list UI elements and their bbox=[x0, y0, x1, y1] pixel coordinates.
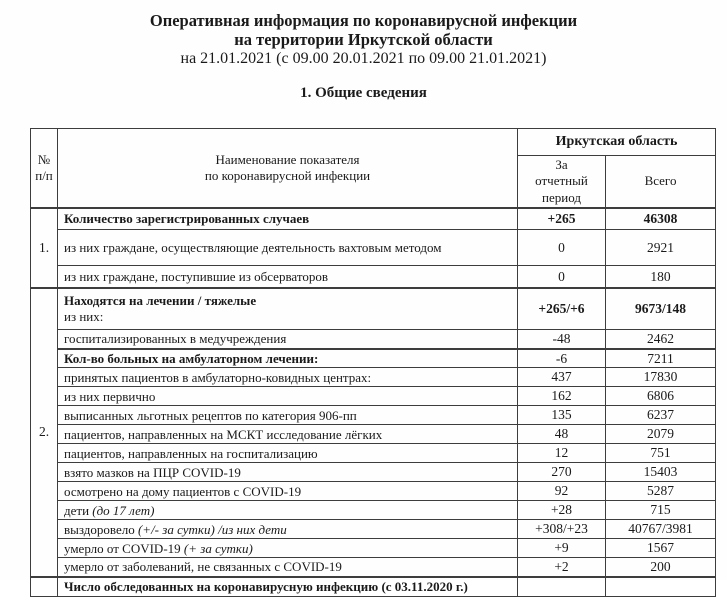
value-period: 162 bbox=[518, 387, 606, 406]
value-period: +265/+6 bbox=[518, 288, 606, 330]
value-period: 437 bbox=[518, 368, 606, 387]
header-row-group bbox=[31, 129, 716, 156]
row-label: из них граждане, поступившие из обсерваторов bbox=[58, 266, 518, 288]
table-row bbox=[31, 501, 716, 520]
column-header-period: За отчетный период bbox=[518, 156, 606, 208]
row-label: из них граждане, осуществляющие деятельность вахтовым методом bbox=[58, 230, 518, 266]
general-info-table bbox=[30, 128, 716, 597]
value-total: 40767/3981 bbox=[606, 520, 716, 539]
value-total: 2462 bbox=[606, 330, 716, 349]
table-row bbox=[31, 368, 716, 387]
table-row bbox=[31, 539, 716, 558]
table-row bbox=[31, 463, 716, 482]
row-label: умерло от заболеваний, не связанных с COVID-19 bbox=[58, 558, 518, 577]
section-number bbox=[31, 577, 58, 596]
row-label: взято мазков на ПЦР COVID-19 bbox=[58, 463, 518, 482]
value-total: 6806 bbox=[606, 387, 716, 406]
table-row bbox=[31, 208, 716, 230]
value-total: 715 bbox=[606, 501, 716, 520]
table-row bbox=[31, 520, 716, 539]
section-heading: 1. Общие сведения bbox=[300, 85, 427, 101]
value-total: 7211 bbox=[606, 349, 716, 368]
column-header-indicator: Наименование показателя по коронавирусной инфекции bbox=[58, 129, 518, 208]
table-row bbox=[31, 387, 716, 406]
value-total: 1567 bbox=[606, 539, 716, 558]
value-total: 751 bbox=[606, 444, 716, 463]
table-row bbox=[31, 558, 716, 577]
table-row-clipped bbox=[31, 577, 716, 596]
value-period: 48 bbox=[518, 425, 606, 444]
row-label-italic: (до 17 лет) bbox=[92, 502, 155, 518]
value-period: 0 bbox=[518, 266, 606, 288]
value-total: 15403 bbox=[606, 463, 716, 482]
value-period: 270 bbox=[518, 463, 606, 482]
value-period: -48 bbox=[518, 330, 606, 349]
section-number: 1. bbox=[31, 208, 58, 288]
row-label-main: выздоровело bbox=[64, 521, 138, 537]
value-total: 2921 bbox=[606, 230, 716, 266]
row-label: принятых пациентов в амбулаторно-ковидных центрах: bbox=[58, 368, 518, 387]
table-row bbox=[31, 406, 716, 425]
value-period: +2 bbox=[518, 558, 606, 577]
value-total: 6237 bbox=[606, 406, 716, 425]
row-label-main: Находятся на лечении / тяжелые bbox=[64, 293, 257, 309]
column-header-region: Иркутская область bbox=[518, 129, 716, 156]
value-period: +308/+23 bbox=[518, 520, 606, 539]
value-period: -6 bbox=[518, 349, 606, 368]
row-label: госпитализированных в медучреждения bbox=[58, 330, 518, 349]
value-total: 17830 bbox=[606, 368, 716, 387]
table-row bbox=[31, 482, 716, 501]
row-label: Кол-во больных на амбулаторном лечении: bbox=[58, 349, 518, 368]
value-period bbox=[518, 577, 606, 596]
document-header bbox=[0, 0, 727, 68]
row-label bbox=[58, 520, 518, 539]
value-period: 92 bbox=[518, 482, 606, 501]
value-total: 200 bbox=[606, 558, 716, 577]
row-label: из них первично bbox=[58, 387, 518, 406]
table-row bbox=[31, 425, 716, 444]
document-title-line2: на территории Иркутской области bbox=[234, 30, 493, 49]
table-row bbox=[31, 444, 716, 463]
value-period: +265 bbox=[518, 208, 606, 230]
document-title-line1: Оперативная информация по коронавирусной инфекции bbox=[149, 11, 578, 30]
value-total: 5287 bbox=[606, 482, 716, 501]
value-period: 135 bbox=[518, 406, 606, 425]
row-label-main: дети bbox=[64, 502, 93, 518]
column-header-number: № п/п bbox=[31, 129, 58, 208]
row-label bbox=[58, 539, 518, 558]
row-label-italic: (+/- за сутки) /из них дети bbox=[137, 521, 287, 537]
table-row bbox=[31, 288, 716, 330]
value-period: +28 bbox=[518, 501, 606, 520]
row-label: пациентов, направленных на госпитализацию bbox=[58, 444, 518, 463]
table-row bbox=[31, 349, 716, 368]
table-row bbox=[31, 330, 716, 349]
table-body bbox=[31, 208, 716, 596]
row-label: Число обследованных на коронавирусную инфекцию (с 03.11.2020 г.) bbox=[58, 577, 518, 596]
value-period: 0 bbox=[518, 230, 606, 266]
row-label-main: умерло от COVID-19 bbox=[64, 540, 184, 556]
row-label: выписанных льготных рецептов по категория 906-пп bbox=[58, 406, 518, 425]
row-label-italic: (+ за сутки) bbox=[183, 540, 253, 556]
row-label: осмотрено на дому пациентов с COVID-19 bbox=[58, 482, 518, 501]
row-label-secondary: из них: bbox=[64, 309, 104, 324]
row-label bbox=[58, 288, 518, 330]
value-period: 12 bbox=[518, 444, 606, 463]
value-total: 180 bbox=[606, 266, 716, 288]
table-head bbox=[31, 129, 716, 208]
row-label bbox=[58, 501, 518, 520]
row-label: Количество зарегистрированных случаев bbox=[58, 208, 518, 230]
value-total: 2079 bbox=[606, 425, 716, 444]
value-period: +9 bbox=[518, 539, 606, 558]
document-title-date: на 21.01.2021 (с 09.00 20.01.2021 по 09.00 21.01.2021) bbox=[180, 50, 547, 67]
column-header-total: Всего bbox=[606, 156, 716, 208]
value-total: 9673/148 bbox=[606, 288, 716, 330]
section-number: 2. bbox=[31, 288, 58, 577]
table-row bbox=[31, 266, 716, 288]
value-total: 46308 bbox=[606, 208, 716, 230]
value-total bbox=[606, 577, 716, 596]
table-row bbox=[31, 230, 716, 266]
row-label: пациентов, направленных на МСКТ исследование лёгких bbox=[58, 425, 518, 444]
